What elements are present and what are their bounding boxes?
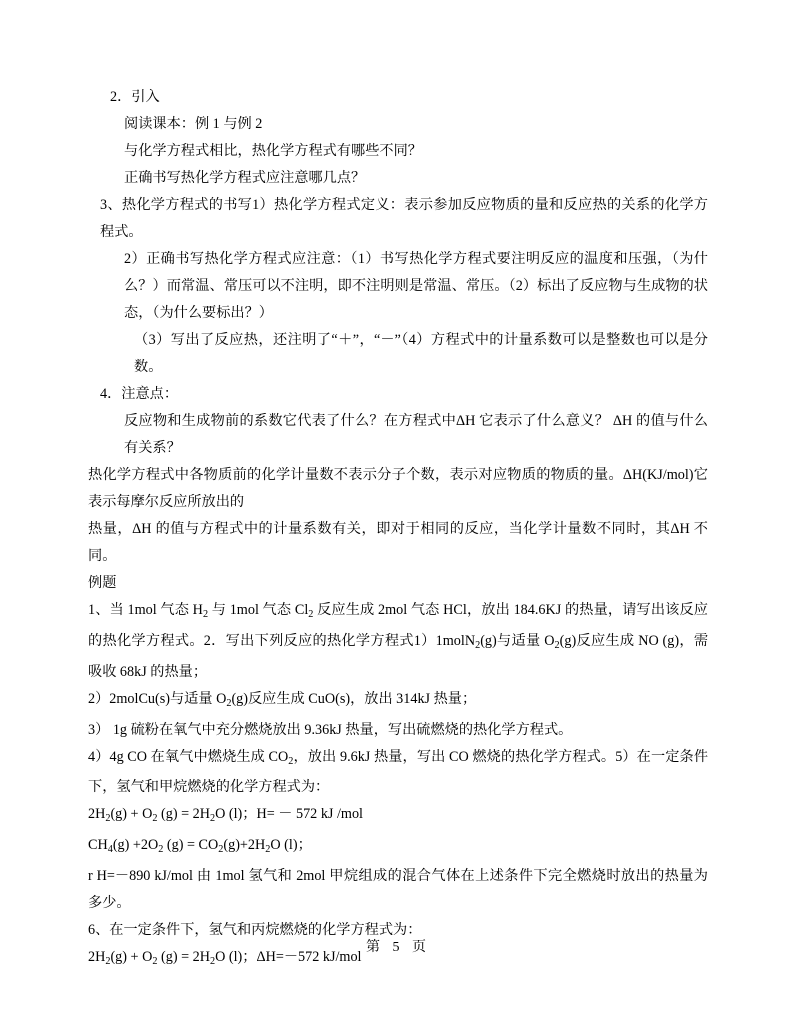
formula-text: 3） 1g 硫粉在氧气中充分燃烧放出 9.36kJ 热量，写出硫燃烧的热化学方程式。 bbox=[88, 721, 573, 738]
formula-subscript: 4 bbox=[107, 844, 113, 856]
formula-text: (g) + O bbox=[110, 949, 153, 966]
paragraph: 热量，ΔH 的值与方程式中的计量系数有关，即对于相同的反应，当化学计量数不同时，其ΔH 不同。 bbox=[88, 521, 708, 564]
formula-paragraph bbox=[88, 863, 708, 917]
formula-text: (g) = 2H bbox=[157, 949, 210, 966]
formula-subscript: 2 bbox=[554, 639, 560, 651]
formula-paragraph bbox=[88, 717, 708, 744]
paragraph: 反应物和生成物前的系数它代表了什么？在方程式中ΔH 它表示了什么意义？ ΔH 的值与什么有关系？ bbox=[124, 413, 708, 456]
formula-text: 2H bbox=[88, 806, 106, 823]
formula-paragraph bbox=[88, 744, 708, 802]
example-list bbox=[88, 597, 708, 975]
formula-text: 反应生成 2mol 气态 HCl，放出 184.6KJ 的热量，请写出该反应的热化学方程式。2．写出下列反应的热化学方程式1）1molN bbox=[88, 602, 708, 649]
paragraph: 与化学方程式相比，热化学方程式有哪些不同？ bbox=[124, 143, 422, 159]
formula-subscript: 2 bbox=[152, 956, 158, 968]
paragraph: （3）写出了反应热，还注明了“＋”，“－”（4）方程式中的计量系数可以是整数也可以是分数。 bbox=[134, 332, 708, 375]
paragraph: 阅读课本：例 1 与例 2 bbox=[124, 116, 263, 132]
formula-text: O (l)； bbox=[270, 837, 312, 854]
formula-subscript: 2 bbox=[158, 844, 164, 856]
formula-subscript: 2 bbox=[265, 844, 271, 856]
footer-page-number: 5 bbox=[392, 940, 401, 955]
formula-subscript: 2 bbox=[209, 813, 216, 825]
formula-subscript: 2 bbox=[475, 639, 481, 651]
formula-text: r H=－890 kJ/mol 由 1mol 氢气和 2mol 甲烷组成的混合气体在上述条件下完全燃烧时放出的热量为多少。 bbox=[88, 868, 708, 912]
formula-text: (g) + O bbox=[110, 806, 153, 823]
formula-text: (g)+2H bbox=[223, 837, 266, 854]
formula-subscript: 2 bbox=[105, 956, 111, 968]
formula-text: 4）4g CO 在氧气中燃烧生成 CO bbox=[88, 748, 289, 765]
formula-subscript: 2 bbox=[226, 697, 232, 709]
formula-text: 6、在一定条件下，氢气和丙烷燃烧的化学方程式为： bbox=[88, 922, 422, 939]
formula-text: 2）2molCu(s)与适量 O bbox=[88, 690, 227, 707]
paragraph: 正确书写热化学方程式应注意哪几点？ bbox=[124, 170, 366, 186]
formula-subscript: 2 bbox=[308, 608, 314, 620]
formula-text: CH bbox=[88, 837, 108, 854]
page-footer bbox=[0, 936, 793, 956]
formula-text: (g)反应生成 CuO(s)，放出 314kJ 热量； bbox=[231, 690, 477, 707]
formula-text: (g)反应生成 NO (g)，需吸收 68kJ 的热量； bbox=[88, 632, 709, 680]
formula-text: 1、当 1mol 气态 H bbox=[88, 602, 203, 618]
formula-text: 与 1mol 气态 Cl bbox=[208, 602, 309, 618]
formula-subscript: 2 bbox=[105, 813, 111, 825]
formula-text: (g) = 2H bbox=[157, 806, 210, 823]
formula-text: 2H bbox=[88, 949, 106, 966]
footer-suffix: 页 bbox=[412, 940, 427, 955]
paragraph: 热化学方程式中各物质前的化学计量数不表示分子个数，表示对应物质的物质的量。ΔH(KJ/mol)它表示每摩尔反应所放出的 bbox=[88, 467, 708, 510]
paragraph: 例题 bbox=[88, 575, 117, 591]
formula-text: O (l)；H= － 572 kJ /mol bbox=[215, 806, 363, 823]
formula-paragraph bbox=[88, 686, 708, 717]
formula-subscript: 2 bbox=[202, 608, 209, 620]
formula-paragraph bbox=[88, 801, 708, 832]
formula-paragraph bbox=[88, 832, 708, 863]
formula-text: ，放出 9.6kJ 热量，写出 CO 燃烧的热化学方程式。5）在一定条件下，氢气和甲烷燃烧的化学方程式为： bbox=[88, 748, 709, 796]
formula-paragraph bbox=[88, 597, 708, 686]
paragraph-list bbox=[88, 84, 708, 597]
formula-text: (g) +2O bbox=[112, 837, 159, 854]
document-body bbox=[88, 84, 708, 975]
formula-text: (g) = CO bbox=[163, 837, 219, 854]
formula-subscript: 2 bbox=[288, 755, 294, 767]
formula-subscript: 2 bbox=[218, 844, 224, 856]
paragraph: 3、热化学方程式的书写1）热化学方程式定义：表示参加反应物质的量和反应热的关系的化学方程式。 bbox=[100, 197, 708, 240]
formula-subscript: 2 bbox=[209, 956, 216, 968]
formula-subscript: 2 bbox=[152, 813, 158, 825]
paragraph: 2）正确书写热化学方程式应注意：（1）书写热化学方程式要注明反应的温度和压强，（为什么？）而常温、常压可以不注明，即不注明则是常温、常压。（2）标出了反应物与生成物的状态，（为什么要标出？） bbox=[124, 251, 708, 321]
footer-prefix: 第 bbox=[366, 940, 381, 955]
paragraph: 2．引入 bbox=[110, 89, 160, 105]
formula-text: (g)与适量 O bbox=[480, 632, 555, 649]
formula-text: O (l)；ΔH=－572 kJ/mol bbox=[215, 949, 362, 966]
paragraph: 4．注意点： bbox=[100, 386, 179, 402]
